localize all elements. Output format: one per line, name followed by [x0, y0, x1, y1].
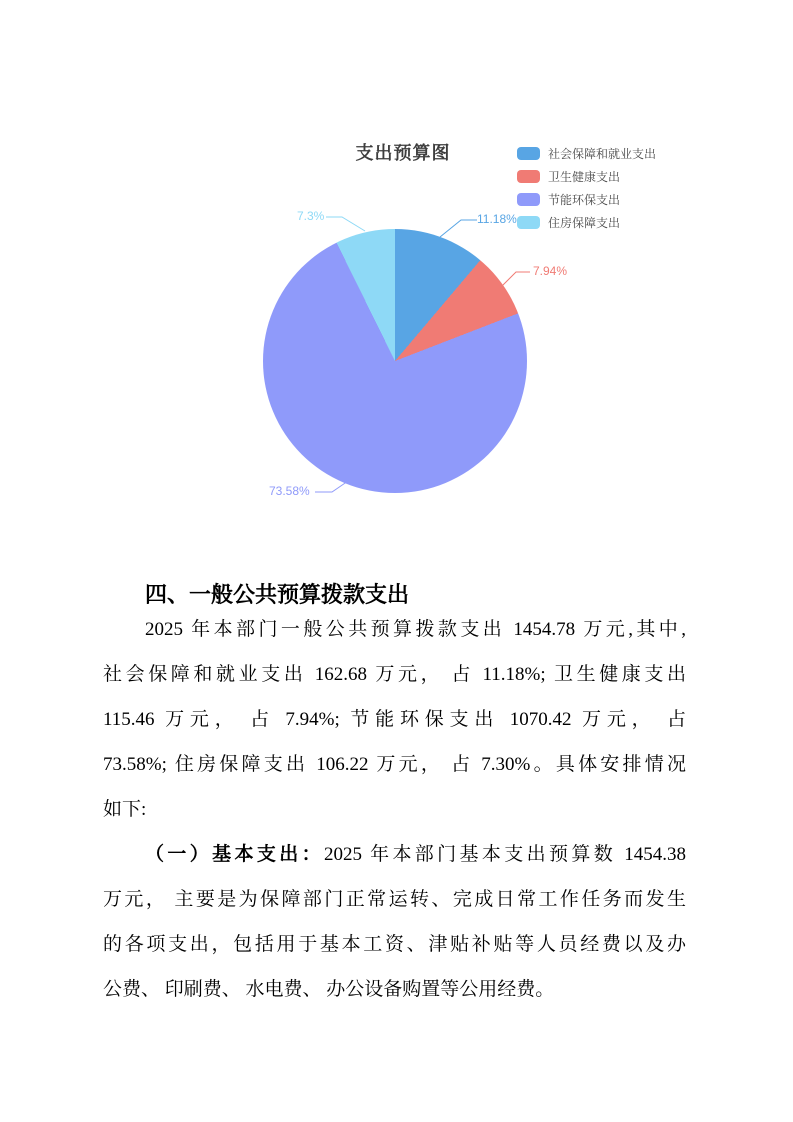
text-line [103, 832, 686, 877]
expenditure-budget-chart [0, 0, 793, 560]
legend-item [517, 165, 656, 188]
legend-item [517, 188, 656, 211]
text-line: 公费、 印刷费、 水电费、 办公设备购置等公用经费。 [103, 979, 555, 1000]
legend-label: 卫生健康支出 [548, 170, 621, 184]
paragraph-basic-expenditure [103, 832, 686, 1012]
pie-percent-label: 73.58% [269, 484, 310, 498]
paragraph-lead-rest: 2025 年本部门基本支出预算数 1454.38 [323, 844, 686, 865]
legend-item [517, 142, 656, 165]
legend-swatch-icon [517, 147, 540, 160]
text-line: 115.46 万元， 占 7.94%; 节能环保支出 1070.42 万元， 占 [103, 709, 686, 730]
pie-chart [263, 229, 527, 493]
text-line: 的各项支出，包括用于基本工资、津贴补贴等人员经费以及办 [103, 934, 686, 955]
paragraph-general-budget [103, 607, 686, 832]
chart-title: 支出预算图 [355, 143, 451, 163]
text-line: 2025 年本部门一般公共预算拨款支出 1454.78 万元,其中, [145, 619, 686, 640]
legend-swatch-icon [517, 193, 540, 206]
paragraph-lead-bold: （一）基本支出： [145, 844, 324, 865]
pie-percent-label: 7.3% [297, 209, 325, 223]
section-heading: 四、一般公共预算拨款支出 [145, 582, 410, 607]
document-body [103, 583, 686, 1012]
chart-legend [517, 142, 656, 234]
legend-swatch-icon [517, 216, 540, 229]
legend-label: 住房保障支出 [548, 216, 621, 230]
legend-item [517, 211, 656, 234]
legend-label: 社会保障和就业支出 [548, 147, 657, 161]
legend-swatch-icon [517, 170, 540, 183]
pie-percent-label: 7.94% [533, 264, 568, 278]
text-line: 万元， 主要是为保障部门正常运转、完成日常工作任务而发生 [103, 889, 686, 910]
text-line: 如下: [103, 799, 147, 820]
pie-percent-label: 11.18% [477, 212, 517, 226]
text-line: 73.58%; 住房保障支出 106.22 万元， 占 7.30%。具体安排情况 [103, 754, 686, 775]
legend-label: 节能环保支出 [548, 193, 621, 207]
text-line: 社会保障和就业支出 162.68 万元， 占 11.18%; 卫生健康支出 [103, 664, 686, 685]
